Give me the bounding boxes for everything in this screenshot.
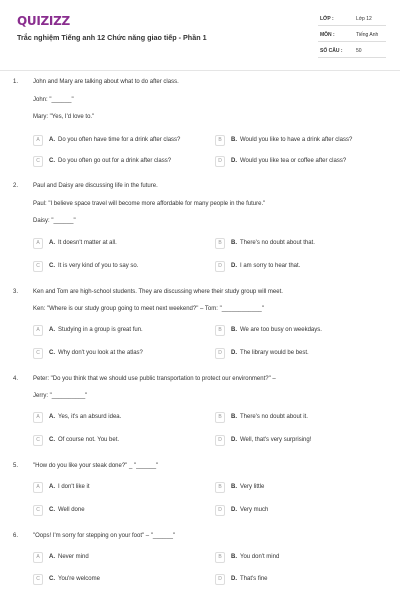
option-box[interactable]: B [215,238,225,249]
info-value: Tiếng Anh [356,32,379,38]
option-box[interactable]: D [215,574,225,585]
option-letter: A. [49,327,55,333]
info-value: 50 [356,48,362,54]
document-title: Trắc nghiệm Tiếng anh 12 Chức năng giao tiếp - Phần 1 [17,33,207,42]
option-letter: D. [231,158,237,164]
option-text: Would you like to have a drink after class? [240,137,353,143]
question-number: 6. [13,533,19,539]
question-text: "How do you like your steak done?" _ "______" [33,463,159,469]
option-text: Of course not. You bet. [58,437,120,443]
question-number: 3. [13,289,19,295]
option-text: Do you often have time for a drink after class? [58,137,181,143]
option-text: Very little [240,484,265,490]
option-box[interactable]: D [215,435,225,446]
option-letter: D. [231,437,237,443]
option-letter: C. [49,350,55,356]
question-line: Ken: "Where is our study group going to meet next weekend?" – Tom: "____________" [33,306,264,312]
option-letter: A. [49,240,55,246]
option-text: Well done [58,507,85,513]
option-letter: B. [231,414,237,420]
question-line: Mary: "Yes, I'd love to." [33,114,95,120]
option-text: We are too busy on weekdays. [240,327,322,333]
option-letter: B. [231,554,237,560]
option-box[interactable]: C [33,574,43,585]
option-letter: C. [49,437,55,443]
option-letter: C. [49,576,55,582]
info-key: MÔN : [320,32,335,38]
question-number: 5. [13,463,19,469]
question-line: Jerry: "__________" [33,393,88,399]
option-text: The library would be best. [240,350,309,356]
question-line: Paul: "I believe space travel will become more affordable for many people in the future." [33,201,266,207]
option-box[interactable]: A [33,325,43,336]
question-number: 2. [13,183,19,189]
option-text: There's no doubt about it. [240,414,308,420]
option-box[interactable]: C [33,261,43,272]
option-box[interactable]: D [215,261,225,272]
option-letter: D. [231,507,237,513]
option-box[interactable]: A [33,482,43,493]
info-row-subject [318,30,386,42]
option-letter: C. [49,507,55,513]
option-letter: C. [49,263,55,269]
option-letter: D. [231,350,237,356]
option-box[interactable]: C [33,348,43,359]
option-letter: A. [49,137,55,143]
option-text: It doesn't matter at all. [58,240,117,246]
option-letter: A. [49,414,55,420]
option-box[interactable]: A [33,238,43,249]
question-line: John: "______" [33,97,74,103]
option-letter: B. [231,327,237,333]
option-text: Do you often go out for a drink after class? [58,158,172,164]
option-letter: C. [49,158,55,164]
info-row-question-count [318,46,386,58]
option-letter: B. [231,137,237,143]
option-box[interactable]: C [33,505,43,516]
question-text: Ken and Tom are high-school students. They are discussing where their study group will meet. [33,289,283,295]
option-letter: A. [49,554,55,560]
option-box[interactable]: D [215,348,225,359]
option-text: Studying in a group is great fun. [58,327,143,333]
question-number: 4. [13,376,19,382]
option-letter: B. [231,240,237,246]
option-text: It is very kind of you to say so. [58,263,139,269]
option-text: Why don't you look at the atlas? [58,350,143,356]
question-text: Paul and Daisy are discussing life in the future. [33,183,158,189]
document-header [0,0,400,70]
option-box[interactable]: A [33,412,43,423]
option-text: Well, that's very surprising! [240,437,312,443]
info-key: SỐ CÂU : [320,48,343,54]
option-text: I am sorry to hear that. [240,263,301,269]
option-box[interactable]: B [215,552,225,563]
question-number: 1. [13,79,19,85]
option-text: Never mind [58,554,89,560]
question-text: Peter: "Do you think that we should use public transportation to protect our environment?" – [33,376,276,382]
option-text: You're welcome [58,576,100,582]
option-box[interactable]: D [215,156,225,167]
option-box[interactable]: A [33,135,43,146]
option-box[interactable]: C [33,156,43,167]
option-box[interactable]: B [215,325,225,336]
option-box[interactable]: B [215,135,225,146]
option-text: Would you like tea or coffee after class? [240,158,347,164]
question-line: Daisy: "______" [33,218,76,224]
info-row-grade [318,14,386,26]
option-text: There's no doubt about that. [240,240,315,246]
option-text: Yes, it's an absurd idea. [58,414,122,420]
option-text: Very much [240,507,269,513]
option-box[interactable]: B [215,482,225,493]
option-letter: B. [231,484,237,490]
question-text: "Oops! I'm sorry for stepping on your foot" – "______" [33,533,176,539]
option-box[interactable]: A [33,552,43,563]
option-text: You don't mind [240,554,280,560]
option-text: That's fine [240,576,268,582]
quizizz-logo: QUIZIZZ [17,14,70,28]
info-key: LỚP : [320,16,334,22]
header-divider [0,70,400,71]
info-value: Lớp 12 [356,16,372,22]
option-letter: D. [231,263,237,269]
option-box[interactable]: D [215,505,225,516]
option-letter: A. [49,484,55,490]
option-box[interactable]: C [33,435,43,446]
option-text: I don't like it [58,484,90,490]
question-text: John and Mary are talking about what to do after class. [33,79,179,85]
option-letter: D. [231,576,237,582]
option-box[interactable]: B [215,412,225,423]
